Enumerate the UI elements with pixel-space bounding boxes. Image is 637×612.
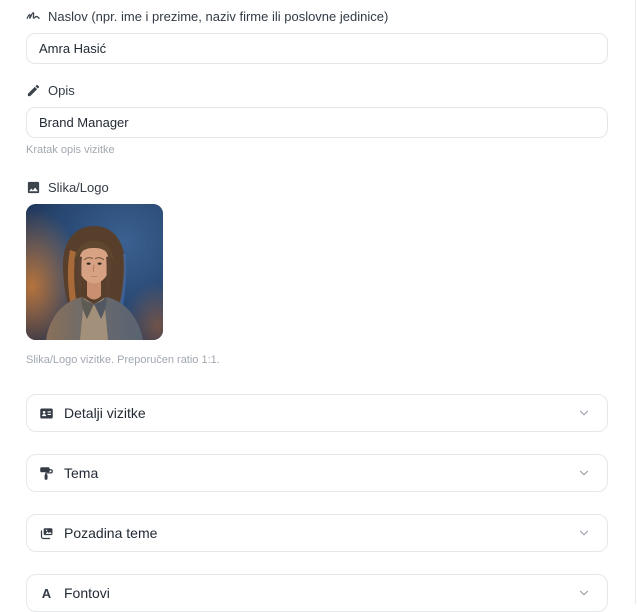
naslov-label: Naslov (npr. ime i prezime, naziv firme ili poslovne jedinice): [48, 9, 389, 24]
slika-label-row: [26, 180, 608, 195]
opis-helper-text: Kratak opis vizitke: [26, 144, 115, 156]
accordion-tema[interactable]: [26, 454, 608, 492]
signature-icon: [26, 9, 41, 24]
field-opis: [26, 83, 608, 156]
contact-card-icon: [39, 406, 54, 421]
slika-helper-text: Slika/Logo vizitke. Preporučen ratio 1:1.: [26, 354, 220, 366]
accordion-label: Fontovi: [64, 585, 110, 601]
opis-label: Opis: [48, 83, 75, 98]
accordion-label: Detalji vizitke: [64, 405, 146, 421]
naslov-input[interactable]: [26, 33, 608, 64]
chevron-down-icon: [577, 586, 591, 600]
field-slika-logo: [26, 180, 608, 366]
panel-divider: [635, 0, 636, 604]
slika-label: Slika/Logo: [48, 180, 109, 195]
chevron-down-icon: [577, 406, 591, 420]
accordion-pozadina-teme[interactable]: [26, 514, 608, 552]
accordion-fontovi[interactable]: [26, 574, 608, 612]
accordion-label: Tema: [64, 465, 99, 481]
opis-input[interactable]: [26, 107, 608, 138]
pencil-icon: [26, 83, 41, 98]
accordion-list: [26, 394, 608, 612]
accordion-detalji-vizitke[interactable]: [26, 394, 608, 432]
accordion-label: Pozadina teme: [64, 525, 158, 541]
chevron-down-icon: [577, 466, 591, 480]
profile-photo[interactable]: [26, 204, 163, 340]
chevron-down-icon: [577, 526, 591, 540]
field-naslov: [26, 9, 608, 64]
type-icon: A: [41, 585, 52, 601]
image-icon: [26, 180, 41, 195]
naslov-label-row: [26, 9, 608, 24]
images-icon: [39, 526, 54, 541]
opis-label-row: [26, 83, 608, 98]
paint-roller-icon: [39, 466, 54, 481]
